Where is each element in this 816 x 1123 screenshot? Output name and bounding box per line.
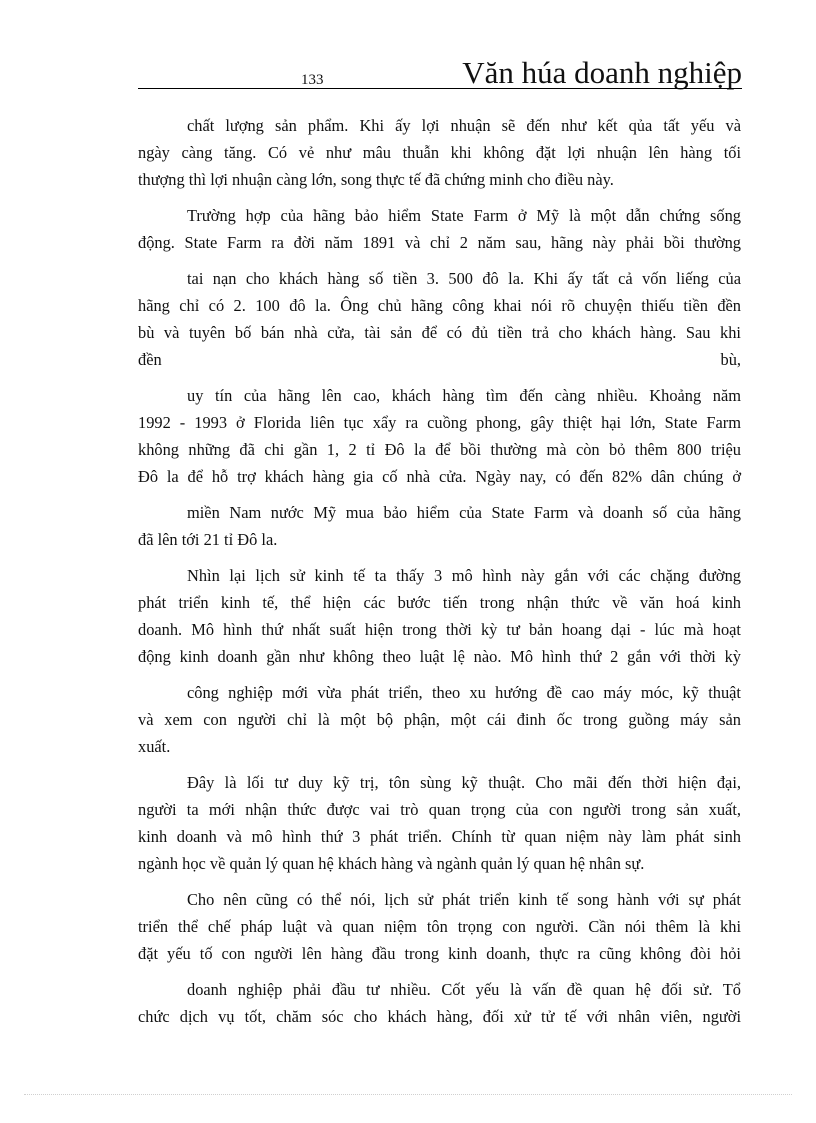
text-fragment: đền	[138, 350, 162, 369]
text-line: bù và tuyên bố bán nhà cửa, tài sản để có đủ tiền trả cho khách hàng. Sau khi	[138, 323, 741, 342]
text-fragment: bù,	[720, 350, 741, 369]
text-line: 1992 - 1993 ở Florida liên tục xẩy ra cuồng phong, gây thiệt hại lớn, State Farm	[138, 413, 741, 432]
text-line: người ta mới nhận thức được vai trò quan trọng của con người trong sản xuất,	[138, 800, 741, 819]
text-line: thượng thì lợi nhuận càng lớn, song thực tế đã chứng minh cho điều này.	[138, 170, 614, 189]
text-line: tai nạn cho khách hàng số tiền 3. 500 đô la. Khi ấy tất cả vốn liếng của	[187, 269, 741, 288]
text-line: và xem con người chỉ là một bộ phận, một cái đinh ốc trong guồng máy sản	[138, 710, 741, 729]
text-line-split	[138, 350, 741, 370]
text-line: công nghiệp mới vừa phát triển, theo xu hướng đề cao máy móc, kỹ thuật	[187, 683, 741, 702]
text-line: Đô la để hỗ trợ khách hàng gia cố nhà cửa. Ngày nay, có đến 82% dân chúng ở	[138, 467, 741, 486]
text-line: chất lượng sản phẩm. Khi ấy lợi nhuận sẽ đến như kết qủa tất yếu và	[187, 116, 741, 135]
text-line: xuất.	[138, 737, 171, 756]
text-line: Nhìn lại lịch sử kinh tế ta thấy 3 mô hình này gắn với các chặng đường	[187, 566, 741, 585]
text-line: doanh. Mô hình thứ nhất suất hiện trong thời kỳ tư bản hoang dại - lúc mà hoạt	[138, 620, 741, 639]
text-line: Cho nên cũng có thể nói, lịch sử phát triển kinh tế song hành với sự phát	[187, 890, 741, 909]
text-line: không những đã chi gần 1, 2 tỉ Đô la để bồi thường mà còn bỏ thêm 800 triệu	[138, 440, 741, 459]
text-line: triển thể chế pháp luật và quan niệm tôn trọng con người. Cần nói thêm là khi	[138, 917, 741, 936]
text-line: uy tín của hãng lên cao, khách hàng tìm đến càng nhiều. Khoảng năm	[187, 386, 741, 405]
text-line: ngành học về quản lý quan hệ khách hàng và ngành quản lý quan hệ nhân sự.	[138, 854, 645, 873]
text-line: phát triển kinh tế, thể hiện các bước tiến trong nhận thức về văn hoá kinh	[138, 593, 741, 612]
text-line: Đây là lối tư duy kỹ trị, tôn sùng kỹ thuật. Cho mãi đến thời hiện đại,	[187, 773, 741, 792]
text-line: hãng chỉ có 2. 100 đô la. Ông chủ hãng công khai nói rõ chuyện thiếu tiền đền	[138, 296, 741, 315]
text-line: Trường hợp của hãng bảo hiểm State Farm ở Mỹ là một dẫn chứng sống	[187, 206, 741, 225]
text-line: động. State Farm ra đời năm 1891 và chỉ 2 năm sau, hãng này phải bồi thường	[138, 233, 741, 252]
running-title: Văn húa doanh nghiệp	[462, 55, 742, 90]
text-line: miền Nam nước Mỹ mua bảo hiểm của State Farm và doanh số của hãng	[187, 503, 741, 522]
text-line: đã lên tới 21 tỉ Đô la.	[138, 530, 278, 549]
text-line: kinh doanh và mô hình thứ 3 phát triển. Chính từ quan niệm này làm phát sinh	[138, 827, 741, 846]
text-line: đặt yếu tố con người lên hàng đầu trong kinh doanh, thực ra cũng không đòi hỏi	[138, 944, 741, 963]
text-line: động kinh doanh gần như không theo luật lệ nào. Mô hình thứ 2 gắn với thời kỳ	[138, 647, 741, 666]
text-line: doanh nghiệp phải đầu tư nhiều. Cốt yếu là vấn đề quan hệ đối sử. Tổ	[187, 980, 741, 999]
text-line: ngày càng tăng. Có vẻ như mâu thuẫn khi không đặt lợi nhuận lên hàng tối	[138, 143, 741, 162]
text-line: chức dịch vụ tốt, chăm sóc cho khách hàng, đối xử tử tế với nhân viên, người	[138, 1007, 741, 1026]
footer-rule	[24, 1094, 792, 1095]
page-number: 133	[301, 72, 324, 88]
